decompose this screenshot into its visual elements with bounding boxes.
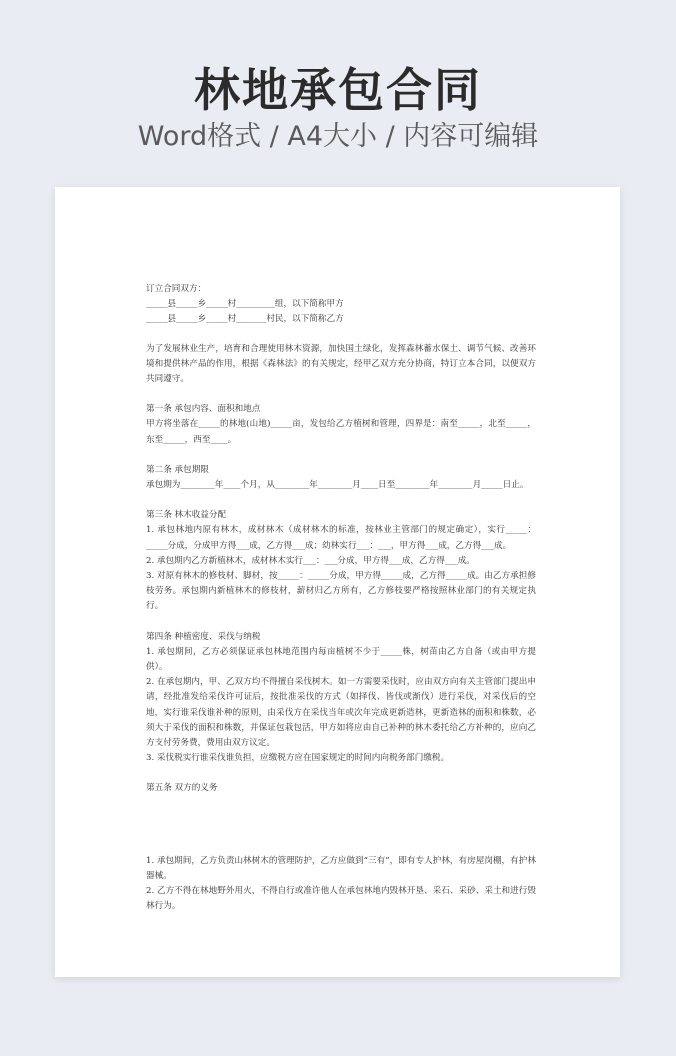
banner-subtitle: Word格式 / A4大小 / 内容可编辑: [137, 121, 539, 152]
preamble-paragraph: 为了发展林业生产，培育和合理使用林木资源，加快国土绿化，发挥森林蓄水保土、调节气候、改善环境和提供林产品的作用，根据《森林法》的有关规定，经甲乙双方充分协商，特订立本合同，以便双方共同遵守。: [146, 343, 536, 385]
article-4-item-2: 2. 在承包期内，甲、乙双方均不得擅自采伐树木。如一方需要采伐时，应由双方向有关主管部门提出申请，经批准发给采伐许可证后，按批准采伐的方式（如择伐、皆伐或渐伐）进行采伐，对采伐后的空地，实行谁采伐谁补种的原则，由采伐方在采伐当年或次年完成更新造林，更新造林的面积和株数，必须大于采伐的面积和株数，并保证包栽包活，甲方如将应由自己补种的林木委托给乙方补种的，应向乙方支付劳务费，费用由双方议定。: [146, 677, 536, 749]
article-3-title: 第三条 林木收益分配: [146, 510, 227, 521]
article-5-title: 第五条 双方的义务: [146, 783, 218, 794]
article-3-item-2: 2. 承包期内乙方新植林木，成材林木实行___：___分成，甲方得___成，乙方得___成。: [146, 555, 475, 566]
party-b-line: _____县_____乡_____村_______村民，以下简称乙方: [146, 314, 344, 325]
article-1-title: 第一条 承包内容、面积和地点: [146, 404, 261, 415]
article-3-item-1: 1. 承包林地内原有林木，成材林木（成材林木的标准，按林业主管部门的规定确定），实行_____：_____分成，分成甲方得___成，乙方得___成；幼林实行___：___，甲方得___成，乙方得___成。: [146, 525, 536, 551]
article-4-item-1: 1. 承包期间，乙方必须保证承包林地范围内每亩植树不少于_____株，树苗由乙方自备（或由甲方提供）。: [146, 646, 536, 673]
document-body: [146, 282, 536, 915]
article-2-text: 承包期为________年____个月，从________年________月____日至________年________月_____日止。: [146, 480, 529, 491]
article-1-text: 甲方将坐落在_____的林地(山地)_____亩，发包给乙方植树和管理，四界是：南至_____，北至_____，东至_____，西至____。: [146, 419, 536, 445]
party-intro: 订立合同双方：: [146, 284, 207, 294]
article-4-item-3: 3. 采伐税实行谁采伐谁负担，应缴税方应在国家规定的时间内向税务部门缴税。: [146, 753, 450, 764]
banner-header: [0, 0, 676, 180]
article-4-title: 第四条 种植密度、采伐与纳税: [146, 631, 261, 642]
article-5-item-2: 2. 乙方不得在林地野外用火，不得自行或准许他人在承包林地内毁林开垦、采石、采砂、采土和进行毁林行为。: [146, 886, 536, 912]
article-5-item-1: 1. 承包期间，乙方负责山林树木的管理防护，乙方应做到“三有”，即有专人护林，有房屋岗棚，有护林器械。: [146, 855, 536, 881]
party-a-line: _____县_____乡_____村_________组，以下简称甲方: [146, 299, 344, 310]
banner-title: 林地承包合同: [194, 63, 482, 117]
document-page: [55, 187, 620, 977]
article-3-item-3: 3. 对原有林木的修枝材、脚材，按_____：_____分成，甲方得_____成，乙方得_____成。由乙方承担修枝劳务。承包期内新植林木的修枝材，薪材归乙方所有，乙方修枝要严格按照林业部门的有关规定执行。: [146, 571, 536, 612]
article-2-title: 第二条 承包期限: [146, 464, 209, 475]
